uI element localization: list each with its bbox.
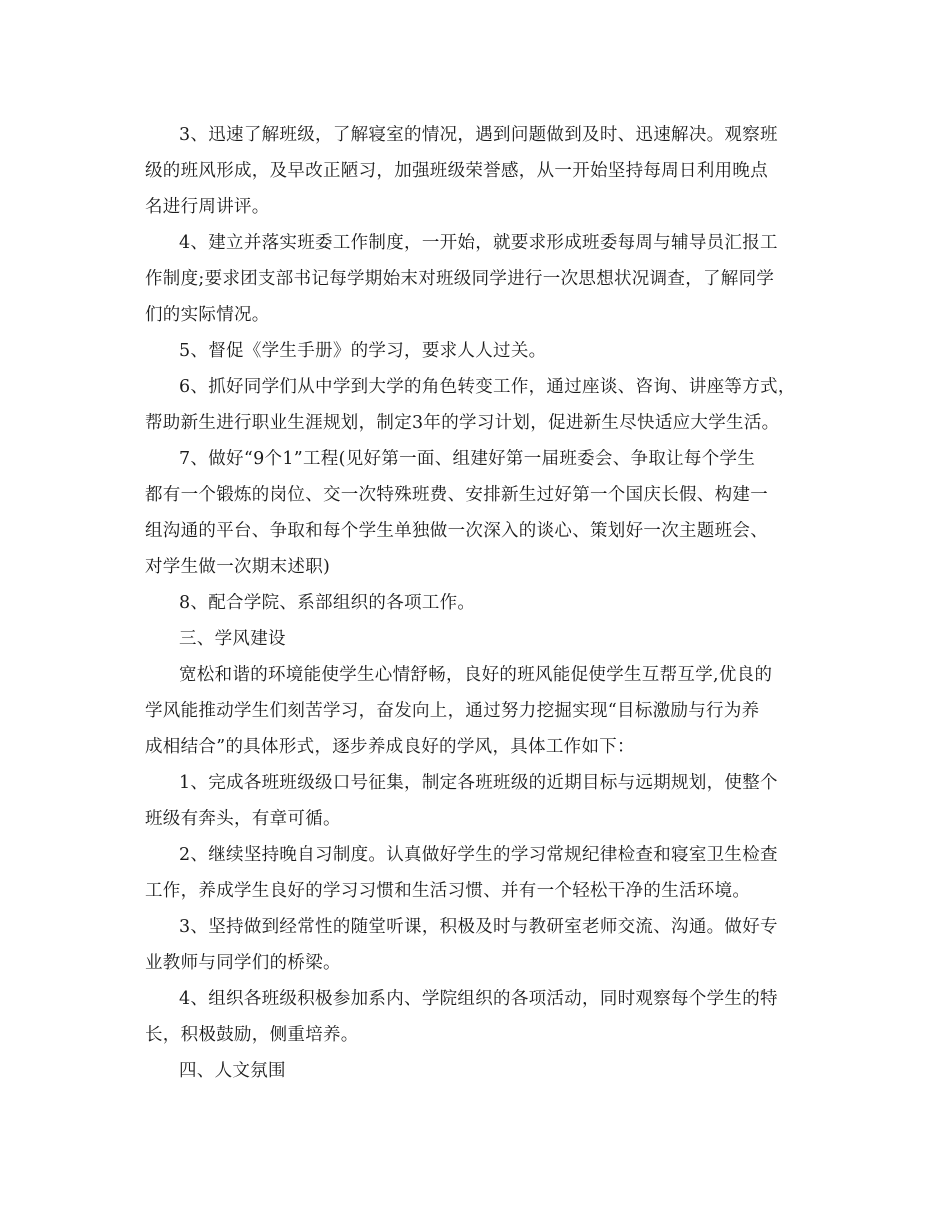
paragraph-line: 1、完成各班班级级口号征集，制定各班班级的近期目标与远期规划，使整个 <box>179 773 778 793</box>
paragraph-line: 班级有奔头，有章可循。 <box>145 809 341 829</box>
paragraph-line: 帮助新生进行职业生涯规划，制定3年的学习计划，促进新生尽快适应大学生活。 <box>145 413 780 433</box>
paragraph-line: 名进行周讲评。 <box>145 197 270 217</box>
paragraph-line: 对学生做一次期末述职) <box>145 557 331 577</box>
paragraph-line: 3、坚持做到经常性的随堂听课，积极及时与教研室老师交流、沟通。做好专 <box>179 917 778 937</box>
paragraph-line: 们的实际情况。 <box>145 305 270 325</box>
paragraph-line: 业教师与同学们的桥梁。 <box>145 953 341 973</box>
paragraph-line: 宽松和谐的环境能使学生心情舒畅，良好的班风能促使学生互帮互学,优良的 <box>179 665 773 685</box>
paragraph-line: 4、组织各班级积极参加系内、学院组织的各项活动，同时观察每个学生的特 <box>179 989 778 1009</box>
paragraph-line: 组沟通的平台、争取和每个学生单独做一次深入的谈心、策划好一次主题班会、 <box>145 521 768 541</box>
paragraph-line: 7、做好“9个1”工程(见好第一面、组建好第一届班委会、争取让每个学生 <box>179 449 756 469</box>
section-heading: 三、学风建设 <box>179 629 286 649</box>
document-body <box>145 117 815 1089</box>
paragraph-line: 学风能推动学生们刻苦学习，奋发向上，通过努力挖掘实现“目标激励与行为养 <box>145 701 760 721</box>
paragraph-line: 成相结合”的具体形式，逐步养成良好的学风，具体工作如下： <box>145 737 635 757</box>
paragraph-line: 都有一个锻炼的岗位、交一次特殊班费、安排新生过好第一个国庆长假、构建一 <box>145 485 768 505</box>
paragraph-line: 5、督促《学生手册》的学习，要求人人过关。 <box>179 341 547 361</box>
paragraph-line: 4、建立并落实班委工作制度，一开始，就要求形成班委每周与辅导员汇报工 <box>179 233 778 253</box>
paragraph-line: 3、迅速了解班级，了解寝室的情况，遇到问题做到及时、迅速解决。观察班 <box>179 125 778 145</box>
paragraph-line: 工作，养成学生良好的学习习惯和生活习惯、并有一个轻松干净的生活环境。 <box>145 881 751 901</box>
paragraph-line: 级的班风形成，及早改正陋习，加强班级荣誉感，从一开始坚持每周日利用晚点 <box>145 161 768 181</box>
paragraph-line: 6、抓好同学们从中学到大学的角色转变工作，通过座谈、咨询、讲座等方式， <box>179 377 796 397</box>
paragraph-line: 2、继续坚持晚自习制度。认真做好学生的学习常规纪律检查和寝室卫生检查 <box>179 845 778 865</box>
paragraph-line: 作制度;要求团支部书记每学期始末对班级同学进行一次思想状况调查，了解同学 <box>145 269 775 289</box>
paragraph-line: 长，积极鼓励，侧重培养。 <box>145 1025 359 1045</box>
paragraph-line: 8、配合学院、系部组织的各项工作。 <box>179 593 476 613</box>
section-heading: 四、人文氛围 <box>179 1061 286 1081</box>
